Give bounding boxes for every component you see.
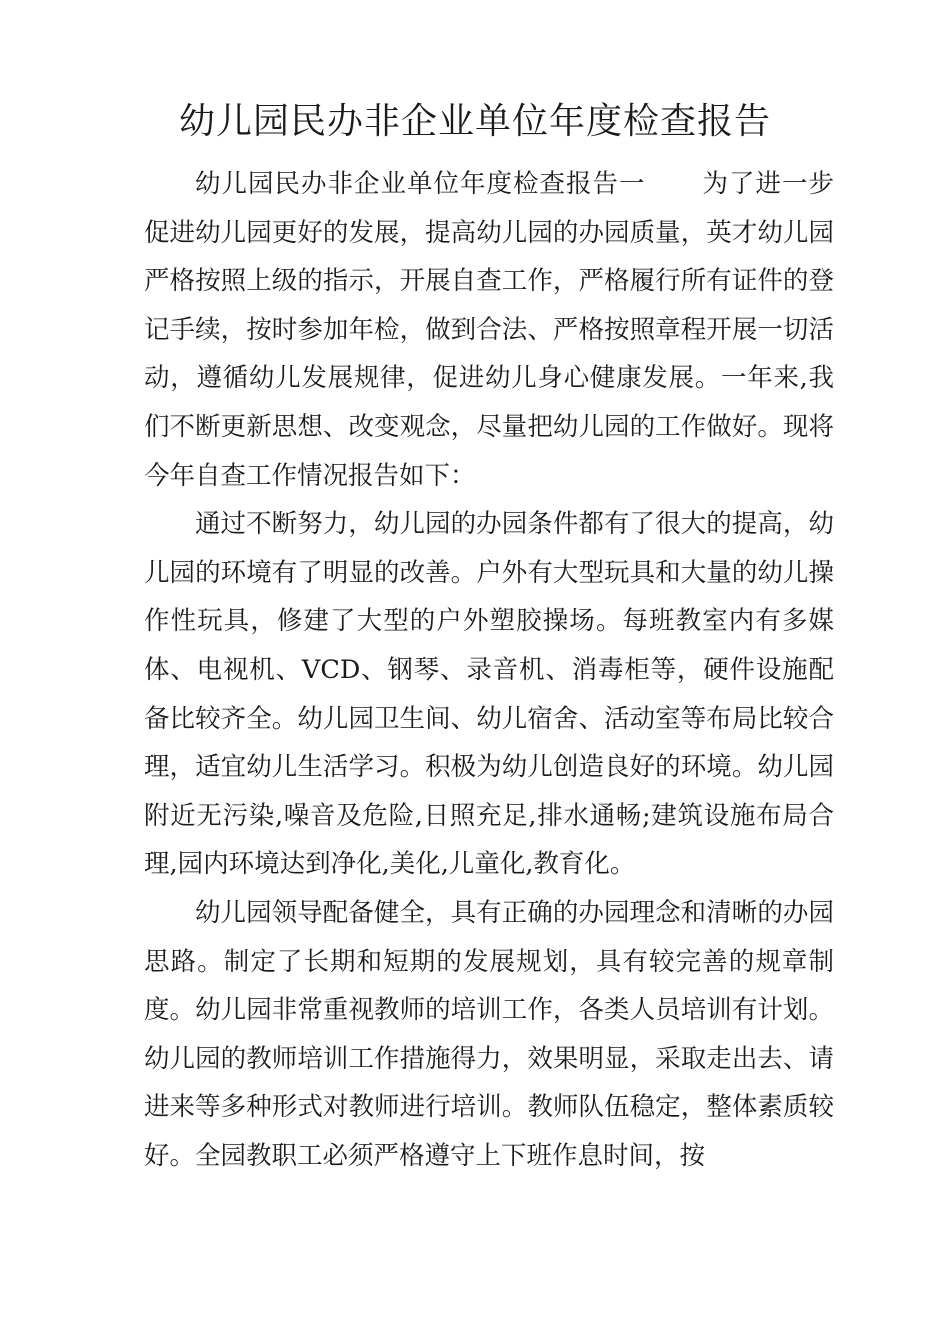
paragraph-management: 幼儿园领导配备健全，具有正确的办园理念和清晰的办园思路。制定了长期和短期的发展规划，具有较完善的规章制度。幼儿园非常重视教师的培训工作，各类人员培训有计划。幼儿园的教师培训工作措施得力，效果明显，采取走出去、请进来等多种形式对教师进行培训。教师队伍稳定，整体素质较好。全园教职工必须严格遵守上下班作息时间，按 (144, 897, 834, 1171)
paragraph-facilities: 通过不断努力，幼儿园的办园条件都有了很大的提高，幼儿园的环境有了明显的改善。户外有大型玩具和大量的幼儿操作性玩具，修建了大型的户外塑胶操场。每班教室内有多媒体、电视机、VCD、钢琴、录音机、消毒柜等，硬件设施配备比较齐全。幼儿园卫生间、幼儿宿舍、活动室等布局比较合理，适宜幼儿生活学习。积极为幼儿创造良好的环境。幼儿园附近无污染,噪音及危险,日照充足,排水通畅;建筑设施布局合理,园内环境达到净化,美化,儿童化,教育化。 (144, 509, 834, 880)
document-body (144, 160, 834, 1180)
paragraph-intro (144, 160, 834, 500)
paragraph-text: 为了进一步促进幼儿园更好的发展，提高幼儿园的办园质量，英才幼儿园严格按照上级的指示，开展自查工作，严格履行所有证件的登记手续，按时参加年检，做到合法、严格按照章程开展一切活动，遵循幼儿发展规律，促进幼儿身心健康发展。一年来,我们不断更新思想、改变观念，尽量把幼儿园的工作做好。现将今年自查工作情况报告如下： (144, 169, 834, 491)
inline-heading: 幼儿园民办非企业单位年度检查报告一 (195, 169, 646, 199)
document-title: 幼儿园民办非企业单位年度检查报告 (178, 101, 771, 142)
